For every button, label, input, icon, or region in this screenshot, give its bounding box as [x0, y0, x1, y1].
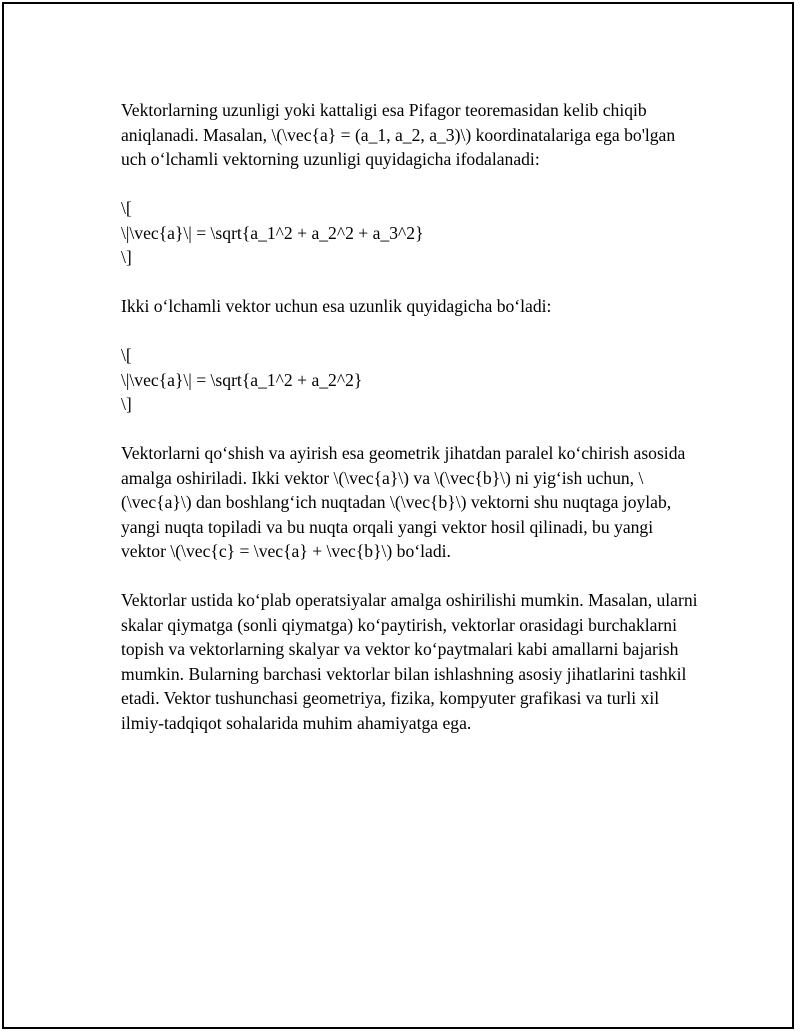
paragraph-vector-length-intro: Vektorlarning uzunligi yoki kattaligi esa Pifagor teoremasidan kelib chiqib aniqlanadi. Masalan, \(\vec{a} = (a_1, a_2, a_3)\) koordinatalariga ega bo'lgan uch o‘lchamli vektorning uzunligi quyidagicha ifodalanadi:: [121, 100, 676, 169]
document-body: [121, 98, 701, 760]
formula-2d-length: \[ \|\vec{a}\| = \sqrt{a_1^2 + a_2^2} \]: [121, 345, 363, 414]
formula-3d-length: \[ \|\vec{a}\| = \sqrt{a_1^2 + a_2^2 + a_3^2} \]: [121, 198, 424, 267]
paragraph-vector-operations: Vektorlar ustida ko‘plab operatsiyalar amalga oshirilishi mumkin. Masalan, ularni skalar qiymatga (sonli qiymatga) ko‘paytirish, vektorlar orasidagi burchaklarni topish va vektorlarning skalyar va vektor ko‘paytmalari kabi amallarni bajarish mumkin. Bularning barchasi vektorlar bilan ishlashning asosiy jihatlarini tashkil etadi. Vektor tushunchasi geometriya, fizika, kompyuter grafikasi va turli xil ilmiy-tadqiqot sohalarida muhim ahamiyatga ega.: [121, 590, 698, 733]
paragraph-vector-addition: Vektorlarni qo‘shish va ayirish esa geometrik jihatdan paralel ko‘chirish asosida amalga oshiriladi. Ikki vektor \(\vec{a}\) va \(\vec{b}\) ni yig‘ish uchun, \(\vec{a}\) dan boshlang‘ich nuqtadan \(\vec{b}\) vektorni shu nuqtaga joylab, yangi nuqta topiladi va bu nuqta orqali yangi vektor hosil qilinadi, bu yangi vektor \(\vec{c} = \vec{a} + \vec{b}\) bo‘ladi.: [121, 443, 686, 561]
paragraph-2d-intro: Ikki o‘lchamli vektor uchun esa uzunlik quyidagicha bo‘ladi:: [121, 296, 552, 316]
document-page: [2, 2, 794, 1029]
